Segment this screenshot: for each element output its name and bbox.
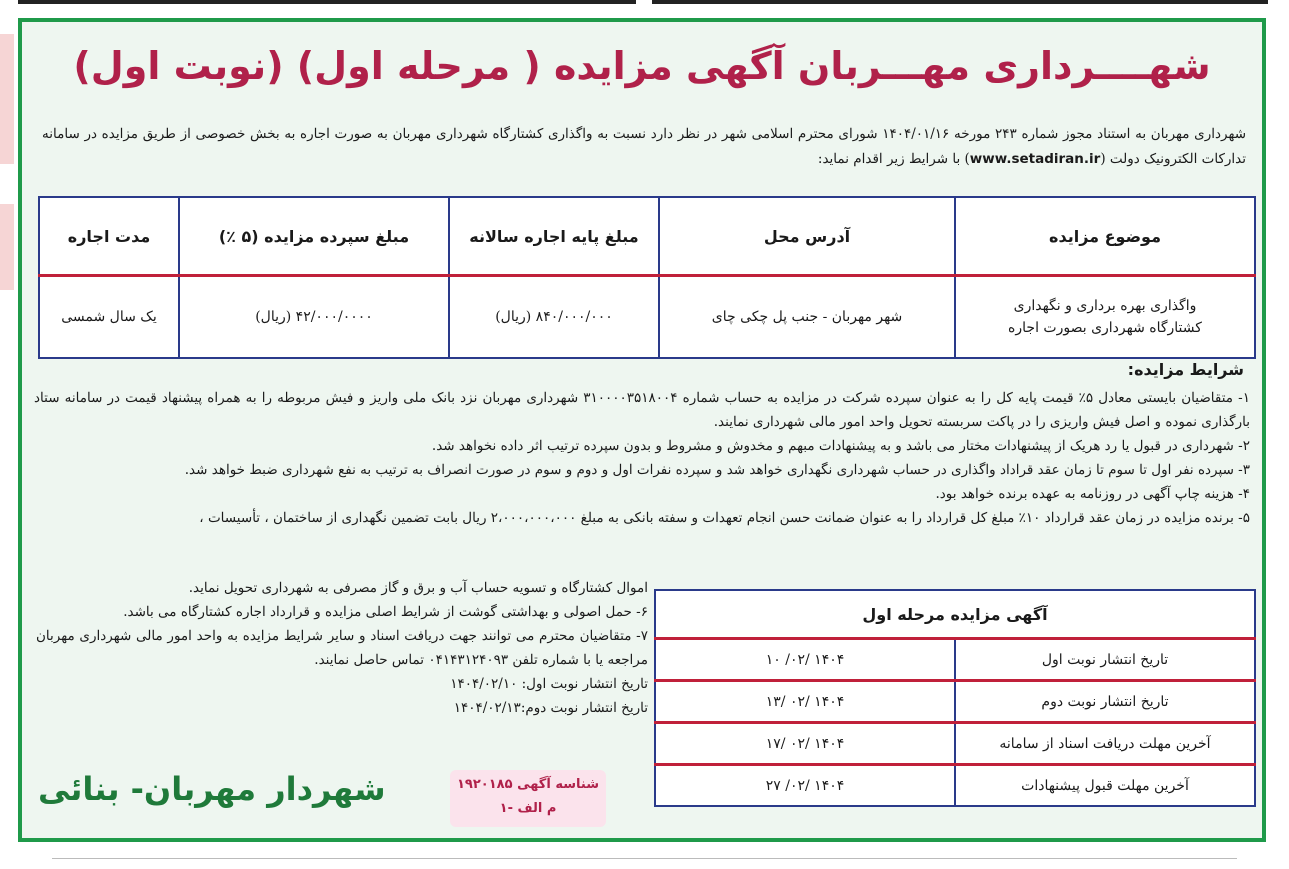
condition-item: ۷- متقاضیان محترم می توانند جهت دریافت اسناد و سایر شرایط مزایده به واحد امور مالی شهرداری مهربان مراجعه یا با شماره تلفن ۰۴۱۴۳۱۲۴۰۹۳ تماس حاصل نمایند. <box>36 628 648 668</box>
header-deposit: مبلغ سپرده مزایده (۵ ٪) <box>179 197 449 276</box>
intro-paragraph <box>42 122 1246 172</box>
notice-id-stamp <box>450 770 606 827</box>
date-value: ۱۴۰۴ /۰۲/ ۲۷ <box>655 765 955 807</box>
bottom-rule <box>52 858 1237 859</box>
setadiran-link[interactable]: www.setadiran.ir <box>969 151 1101 167</box>
condition-item: ۵- برنده مزایده در زمان عقد قرارداد ۱۰٪ مبلغ کل قرارداد را به عنوان ضمانت حسن انجام تعهدات و سفته بانکی به مبلغ ۲،۰۰۰،۰۰۰،۰۰۰ ریال بابت تضمین نگهداری از ساختمان ، تأسیسات ، <box>199 510 1250 526</box>
page-title: شهــــرداری مهـــربان آگهی مزایده ( مرحله اول) (نوبت اول) <box>73 44 1211 88</box>
table-row <box>655 765 1255 807</box>
dates-title: آگهی مزایده مرحله اول <box>655 590 1255 639</box>
condition-item-cont: اموال کشتارگاه و تسویه حساب آب و برق و گاز مصرفی به شهرداری تحویل نماید. <box>188 580 648 596</box>
publish-date-1: تاریخ انتشار نوبت اول: ۱۴۰۴/۰۲/۱۰ <box>450 676 648 692</box>
cell-deposit: ۴۲/۰۰۰/۰۰۰۰ (ریال) <box>179 276 449 359</box>
notice-id: شناسه آگهی ۱۹۲۰۱۸۵ <box>457 777 599 792</box>
conditions-list <box>34 386 1250 530</box>
table-header-row <box>39 197 1255 276</box>
conditions-lower <box>36 576 648 720</box>
date-label: آخرین مهلت دریافت اسناد از سامانه <box>955 723 1255 765</box>
mayor-signature: شهردار مهربان- بنائی <box>38 770 386 808</box>
cell-base-rent: ۸۴۰/۰۰۰/۰۰۰ (ریال) <box>449 276 659 359</box>
date-value: ۱۴۰۴ /۰۲ /۱۷ <box>655 723 955 765</box>
condition-item: ۶- حمل اصولی و بهداشتی گوشت از شرایط اصلی مزایده و قرارداد اجاره کشتارگاه می باشد. <box>123 604 648 620</box>
condition-item: ۲- شهرداری در قبول یا رد هریک از پیشنهادات مختار می باشد و به پیشنهادات مبهم و مخدوش و مشروط و بدون سپرده ترتیب اثر داده نخواهد شد. <box>431 438 1250 454</box>
publish-date-2: تاریخ انتشار نوبت دوم:۱۴۰۴/۰۲/۱۳ <box>453 700 648 716</box>
table-row <box>655 723 1255 765</box>
date-value: ۱۴۰۴ /۰۲/ ۱۰ <box>655 639 955 681</box>
date-label: تاریخ انتشار نوبت اول <box>955 639 1255 681</box>
side-decoration <box>0 34 14 164</box>
notice-code: م الف -۱ <box>499 801 557 816</box>
auction-table <box>38 196 1256 359</box>
date-label: آخرین مهلت قبول پیشنهادات <box>955 765 1255 807</box>
condition-item: ۴- هزینه چاپ آگهی در روزنامه به عهده برنده خواهد بود. <box>935 486 1250 502</box>
table-row <box>655 681 1255 723</box>
notice-frame <box>18 18 1266 842</box>
table-row <box>39 276 1255 359</box>
dates-table <box>654 589 1256 807</box>
header-base-rent: مبلغ پایه اجاره سالانه <box>449 197 659 276</box>
cell-address: شهر مهربان - جنب پل چکی چای <box>659 276 955 359</box>
table-row <box>655 639 1255 681</box>
top-rule-right <box>652 0 1268 4</box>
cell-duration: یک سال شمسی <box>39 276 179 359</box>
intro-text-end: ) با شرایط زیر اقدام نماید: <box>817 151 970 167</box>
condition-item: ۳- سپرده نفر اول تا سوم تا زمان عقد قراداد واگذاری در حساب شهرداری نگهداری خواهد شد و سپرده نفرات اول و دوم و سوم در صورت انصراف به ترتیب به نفع شهرداری ضبط خواهد شد. <box>184 462 1250 478</box>
header-address: آدرس محل <box>659 197 955 276</box>
dates-header-row <box>655 590 1255 639</box>
top-rule-left <box>18 0 636 4</box>
conditions-title: شرایط مزایده: <box>1127 360 1244 379</box>
cell-subject: واگذاری بهره برداری و نگهداری کشتارگاه شهرداری بصورت اجاره <box>955 276 1255 359</box>
intro-text: شهرداری مهربان به استناد مجوز شماره ۲۴۳ مورخه ۱۴۰۴/۰۱/۱۶ شورای محترم اسلامی شهر در نظر دارد نسبت به واگذاری کشتارگاه شهرداری مهربان به صورت اجاره به بخش خصوصی از طریق مزایده در سامانه تدارکات الکترونیک دولت ( <box>42 126 1247 167</box>
side-decoration <box>0 204 14 290</box>
date-label: تاریخ انتشار نوبت دوم <box>955 681 1255 723</box>
condition-item: ۱- متقاضیان بایستی معادل ۵٪ قیمت پایه کل را به عنوان سپرده شرکت در مزایده به حساب شماره ۳۱۰۰۰۰۳۵۱۸۰۰۴ شهرداری مهربان نزد بانک ملی واریز و فیش مربوطه را به همراه پیشنهاد قیمت در سامانه ستاد بارگذاری نموده و اصل فیش واریزی را در پاکت سربسته تحویل واحد امور مالی شهرداری نمایند. <box>34 390 1250 430</box>
header-subject: موضوع مزایده <box>955 197 1255 276</box>
header-duration: مدت اجاره <box>39 197 179 276</box>
date-value: ۱۴۰۴ /۰۲ /۱۳ <box>655 681 955 723</box>
